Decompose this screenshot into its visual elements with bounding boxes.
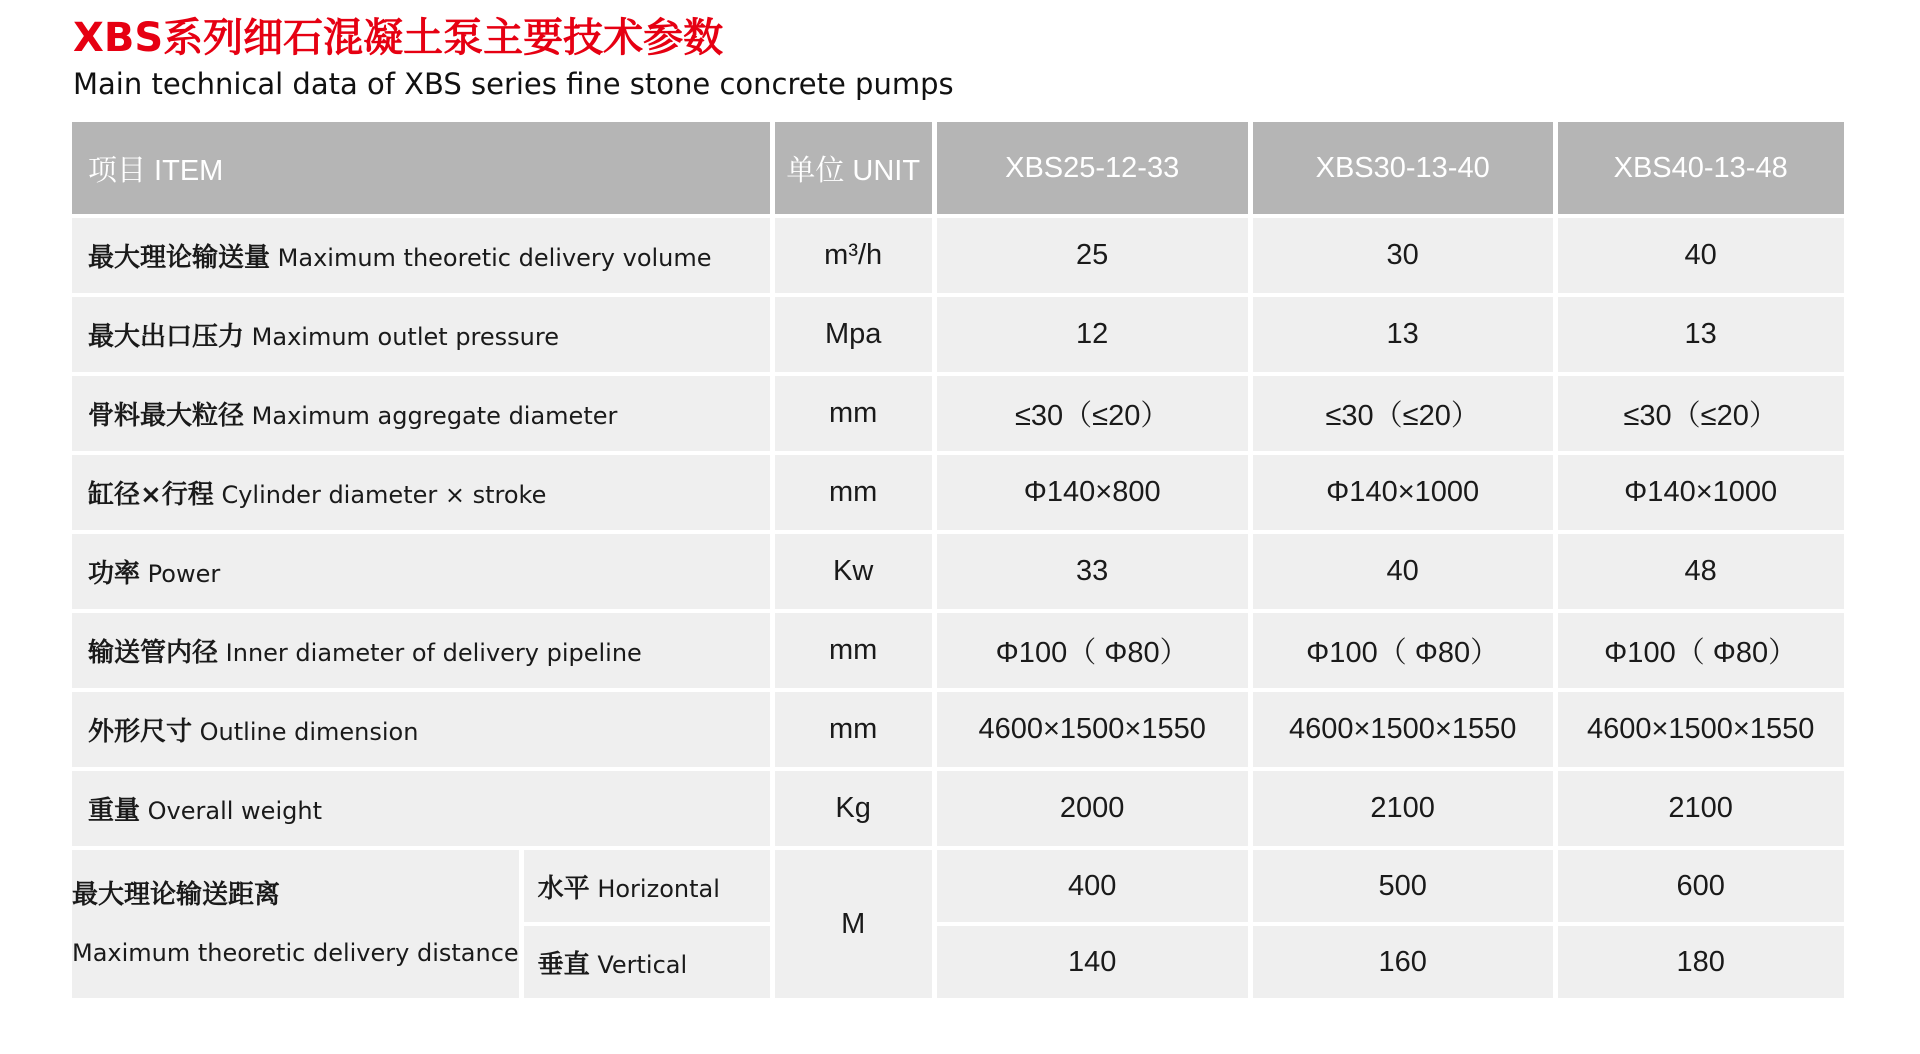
row-label-en: Power [147,560,221,588]
row-value: 13 [1253,297,1553,372]
row-label [72,376,770,451]
distance-vertical-label [524,926,770,998]
header-model-3: XBS40-13-48 [1558,122,1844,214]
table-row [72,534,1844,609]
row-label-en: Cylinder diameter × stroke [221,481,547,509]
distance-label-cn: 最大理论输送距离 [72,880,281,910]
row-value: ≤30（≤20） [1558,376,1844,451]
row-value: 2000 [937,771,1248,846]
row-label-cn: 最大出口压力 [88,322,245,352]
row-value: 180 [1558,926,1844,998]
row-value: 33 [937,534,1248,609]
distance-unit: M [775,850,932,998]
table-row [72,613,1844,688]
row-label-cn: 外形尺寸 [88,717,193,747]
horizontal-label-en: Horizontal [597,874,720,903]
table-row [72,455,1844,530]
row-value: Φ100（ Φ80） [1558,613,1844,688]
row-unit: Kw [775,534,932,609]
row-value: Φ140×800 [937,455,1248,530]
header-model-2: XBS30-13-40 [1253,122,1553,214]
row-label-cn: 缸径×行程 [88,480,214,510]
row-value: 25 [937,218,1248,293]
row-label [72,613,770,688]
header-unit: 单位 UNIT [775,122,932,214]
row-value: Φ140×1000 [1253,455,1553,530]
row-unit: mm [775,692,932,767]
row-label [72,534,770,609]
row-value: 4600×1500×1550 [1253,692,1553,767]
row-label [72,455,770,530]
row-unit: mm [775,613,932,688]
row-value: ≤30（≤20） [937,376,1248,451]
row-label-en: Maximum aggregate diameter [251,402,618,430]
page-title: XBS系列细石混凝土泵主要技术参数 [73,15,724,61]
row-value: 40 [1558,218,1844,293]
horizontal-label-cn: 水平 [537,873,590,904]
row-value: ≤30（≤20） [1253,376,1553,451]
table-row [72,376,1844,451]
row-label-cn: 功率 [88,559,141,589]
row-unit: Mpa [775,297,932,372]
distance-horizontal-label [524,850,770,922]
row-unit: Kg [775,771,932,846]
row-value: 12 [937,297,1248,372]
row-unit: mm [775,455,932,530]
row-value: 2100 [1253,771,1553,846]
row-value: 13 [1558,297,1844,372]
header-item: 项目 ITEM [72,122,770,214]
row-value: 600 [1558,850,1844,922]
vertical-label-cn: 垂直 [537,949,590,980]
row-label-cn: 最大理论输送量 [88,243,271,273]
row-label [72,297,770,372]
row-label [72,218,770,293]
row-label [72,771,770,846]
row-label-en: Inner diameter of delivery pipeline [225,639,642,667]
row-label-en: Outline dimension [199,718,419,746]
row-value: 500 [1253,850,1553,922]
row-label-cn: 输送管内径 [88,638,219,668]
table-row-distance-horizontal [72,850,1844,922]
row-value: 30 [1253,218,1553,293]
table-row [72,297,1844,372]
spec-table [67,118,1849,1002]
vertical-label-en: Vertical [597,950,688,979]
page-subtitle: Main technical data of XBS series fine stone concrete pumps [73,67,954,101]
row-label-en: Maximum theoretic delivery volume [277,244,712,272]
row-value: 4600×1500×1550 [937,692,1248,767]
row-value: 140 [937,926,1248,998]
row-value: 40 [1253,534,1553,609]
row-value: 160 [1253,926,1553,998]
row-label-en: Maximum outlet pressure [251,323,559,351]
table-row [72,771,1844,846]
row-label [72,692,770,767]
row-unit: m³/h [775,218,932,293]
row-label-en: Overall weight [147,797,322,825]
row-value: Φ100（ Φ80） [1253,613,1553,688]
distance-label-en: Maximum theoretic delivery distance [72,939,519,967]
row-value: 400 [937,850,1248,922]
header-model-1: XBS25-12-33 [937,122,1248,214]
row-value: 48 [1558,534,1844,609]
row-unit: mm [775,376,932,451]
row-value: 2100 [1558,771,1844,846]
table-row [72,218,1844,293]
row-label-cn: 重量 [88,796,141,826]
distance-label [72,850,519,998]
row-value: Φ100（ Φ80） [937,613,1248,688]
table-row [72,692,1844,767]
row-value: Φ140×1000 [1558,455,1844,530]
table-header-row [72,122,1844,214]
row-label-cn: 骨料最大粒径 [88,401,245,431]
row-value: 4600×1500×1550 [1558,692,1844,767]
